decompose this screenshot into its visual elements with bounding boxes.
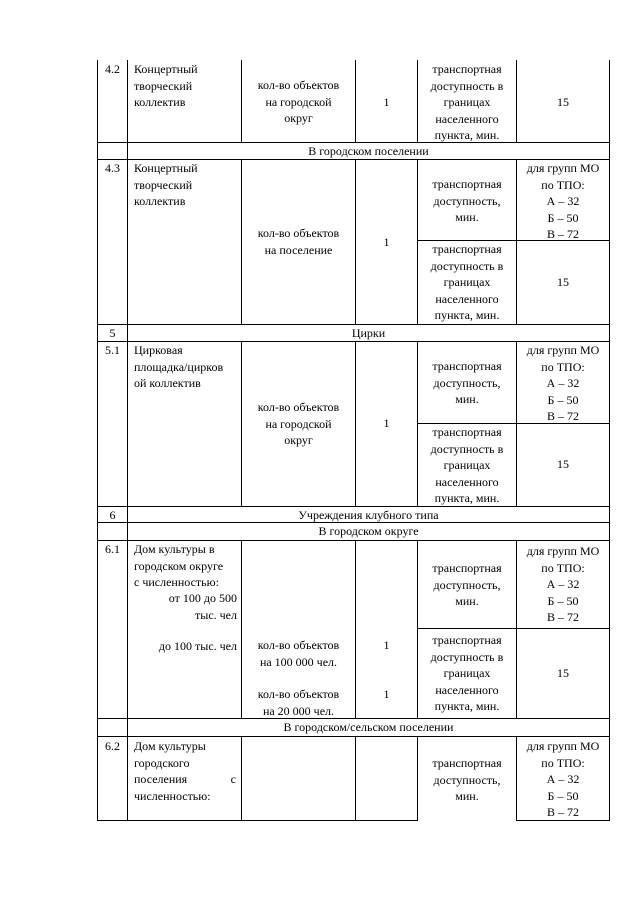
facility-name-line: численностью: — [134, 788, 211, 803]
row-rule — [97, 736, 610, 737]
facility-name — [134, 738, 236, 804]
facility-name — [134, 160, 240, 210]
unit-line: кол-во объектов — [257, 226, 340, 240]
facility-name-line: Концертный — [134, 161, 198, 175]
norm-cell: 15 — [557, 95, 569, 109]
table-border-bottom — [97, 820, 417, 821]
row-number: 4.2 — [105, 62, 120, 76]
indicator-line: границах — [443, 666, 491, 680]
indicator-cell — [417, 560, 517, 610]
norm-line: по ТПО: — [541, 755, 585, 770]
value-cell: 1 — [383, 687, 390, 701]
col-divider-name — [241, 736, 242, 821]
norm-line: В – 72 — [546, 409, 579, 423]
unit-line: на городской — [265, 94, 332, 109]
unit-cell — [241, 637, 356, 670]
indicator-line: транспортная — [432, 633, 502, 647]
section-header: В городском/сельском поселении — [283, 720, 454, 734]
facility-name — [134, 61, 240, 111]
indicator-cell — [417, 241, 517, 324]
indicator-line: транспортная — [432, 359, 502, 373]
norm-line: А – 32 — [546, 577, 580, 591]
unit-line: на 20 000 чел. — [262, 703, 335, 718]
facility-name-line — [134, 771, 236, 788]
facility-name-line: с численностью: — [134, 575, 219, 589]
indicator-line: мин. — [455, 789, 479, 803]
value-cell: 1 — [383, 235, 390, 249]
row-number: 6.1 — [105, 542, 120, 556]
norm-line: Б – 50 — [547, 392, 579, 407]
unit-cell — [241, 77, 356, 127]
indicator-line: населенного — [435, 474, 499, 489]
norm-cell: 15 — [557, 666, 569, 680]
indicator-cell — [417, 176, 517, 226]
facility-name-line: творческий — [134, 177, 193, 192]
norm-line: В – 72 — [546, 610, 579, 624]
facility-name-word: поселения — [134, 772, 188, 786]
row-number: 5 — [109, 326, 116, 340]
section-header: В городском округе — [318, 524, 419, 538]
unit-cell — [241, 225, 356, 258]
norm-line: для групп МО — [526, 739, 600, 753]
indicator-line: мин. — [455, 594, 479, 608]
indicator-line: пункта, мин. — [434, 128, 500, 142]
norm-cell — [516, 342, 610, 425]
indicator-line: границах — [443, 458, 491, 472]
norm-line: по ТПО: — [541, 359, 585, 374]
indicator-line: транспортная — [432, 561, 502, 575]
indicator-line: доступность, — [433, 772, 501, 787]
facility-name-word: с — [230, 772, 236, 786]
unit-cell — [241, 686, 356, 719]
row-number: 6 — [109, 508, 116, 522]
unit-line: на городской — [265, 416, 332, 431]
norm-line: по ТПО: — [541, 177, 585, 192]
unit-line: округ — [284, 433, 313, 447]
unit-line: на поселение — [264, 242, 333, 257]
indicator-line: транспортная — [432, 62, 502, 76]
col-divider-unit — [355, 736, 356, 821]
facility-name-line: Дом культуры в — [134, 542, 215, 556]
value-cell: 1 — [383, 638, 390, 652]
row-number: 5.1 — [105, 343, 120, 357]
facility-name-line: городском округе — [134, 558, 224, 573]
value-cell: 1 — [383, 95, 390, 109]
facility-name-line: Цирковая — [134, 343, 183, 357]
indicator-cell — [417, 424, 517, 507]
indicator-line: транспортная — [432, 242, 502, 256]
population-range-1 — [130, 590, 237, 623]
unit-cell — [241, 399, 356, 449]
row-number: 4.3 — [105, 161, 120, 175]
indicator-line: транспортная — [432, 425, 502, 439]
norm-line: Б – 50 — [547, 210, 579, 225]
indicator-cell — [417, 61, 517, 144]
facility-name-line: Концертный — [134, 62, 198, 76]
indicator-line: пункта, мин. — [434, 308, 500, 322]
indicator-line: транспортная — [432, 756, 502, 770]
population-range-2: до 100 тыс. чел — [158, 639, 237, 653]
indicator-line: пункта, мин. — [434, 491, 500, 505]
unit-line: на 100 000 чел. — [259, 654, 338, 669]
facility-name — [134, 541, 240, 591]
indicator-cell — [417, 755, 517, 805]
section-title: Цирки — [351, 326, 386, 340]
norm-cell: 15 — [557, 457, 569, 471]
indicator-line: населенного — [435, 111, 499, 126]
indicator-line: пункта, мин. — [434, 699, 500, 713]
indicator-line: мин. — [455, 210, 479, 224]
unit-line: кол-во объектов — [257, 400, 340, 414]
indicator-line: границах — [443, 275, 491, 289]
indicator-line: границах — [443, 95, 491, 109]
unit-line: кол-во объектов — [257, 687, 340, 701]
norm-cell — [516, 738, 610, 821]
indicator-line: населенного — [435, 682, 499, 697]
indicator-line: транспортная — [432, 177, 502, 191]
facility-name-line: Дом культуры — [134, 739, 206, 753]
section-title: Учреждения клубного типа — [298, 508, 439, 522]
value-cell: 1 — [383, 416, 390, 430]
facility-name-line: коллектив — [134, 95, 186, 109]
indicator-cell — [417, 358, 517, 408]
indicator-line: доступность в — [430, 78, 504, 93]
norm-line: В – 72 — [546, 805, 579, 819]
norm-line: для групп МО — [526, 544, 600, 558]
facility-name-line: площадка/цирков — [134, 359, 224, 374]
indicator-line: доступность в — [430, 441, 504, 456]
indicator-line: населенного — [435, 291, 499, 306]
indicator-cell — [417, 632, 517, 715]
norm-line: для групп МО — [526, 343, 600, 357]
population-line: от 100 до 500 — [168, 591, 237, 605]
indicator-line: доступность в — [430, 258, 504, 273]
indicator-line: доступность, — [433, 193, 501, 208]
unit-line: кол-во объектов — [257, 638, 340, 652]
indicator-line: доступность, — [433, 577, 501, 592]
norm-line: Б – 50 — [547, 593, 579, 608]
facility-name-line: коллектив — [134, 194, 186, 208]
facility-name-line: ой коллектив — [134, 376, 201, 390]
norm-cell — [516, 160, 610, 243]
facility-name — [134, 342, 240, 392]
population-line: тыс. чел — [195, 607, 237, 622]
facility-name-line: городского — [134, 755, 190, 770]
unit-line: округ — [284, 111, 313, 125]
facility-name-line: творческий — [134, 78, 193, 93]
norm-line: В – 72 — [546, 227, 579, 241]
norm-cell — [516, 543, 610, 626]
norm-line: Б – 50 — [547, 788, 579, 803]
norm-line: для групп МО — [526, 161, 600, 175]
unit-line: кол-во объектов — [257, 78, 340, 92]
section-header: В городском поселении — [308, 144, 429, 158]
norm-line: по ТПО: — [541, 560, 585, 575]
row-rule-inner — [417, 628, 610, 629]
indicator-line: доступность, — [433, 375, 501, 390]
norm-line: А – 32 — [546, 772, 580, 786]
norm-line: А – 32 — [546, 194, 580, 208]
row-number: 6.2 — [105, 739, 120, 753]
norm-cell: 15 — [557, 275, 569, 289]
norm-line: А – 32 — [546, 376, 580, 390]
indicator-line: доступность в — [430, 649, 504, 664]
indicator-line: мин. — [455, 392, 479, 406]
